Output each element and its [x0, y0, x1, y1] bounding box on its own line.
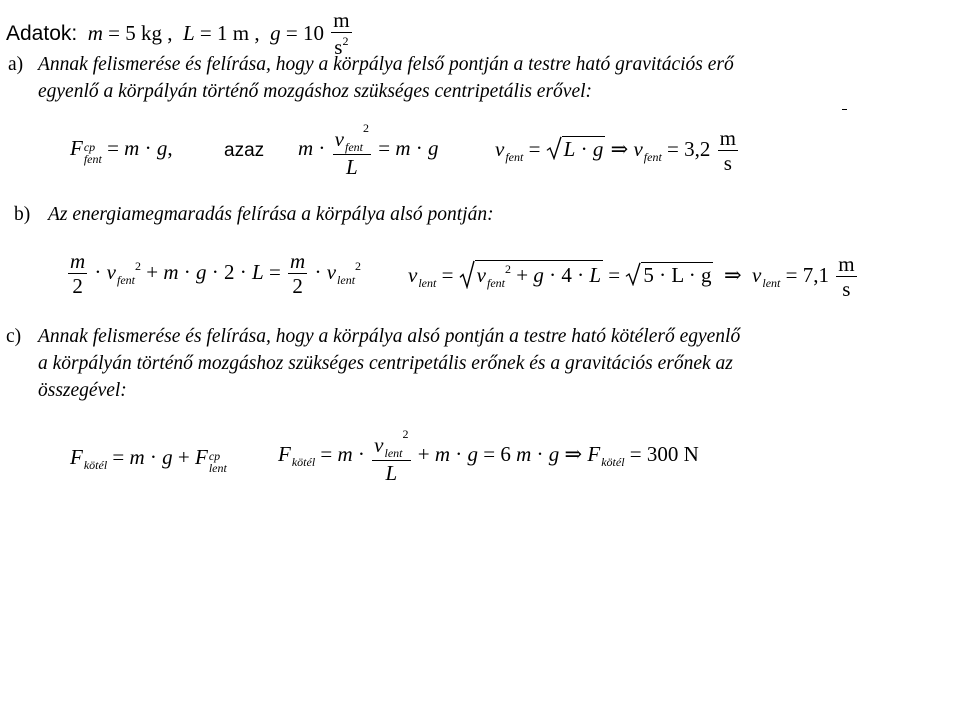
part-a-letter: a) — [8, 54, 24, 75]
part-b-equation-1: $\frac{m}{2}$ · $v_{fent}^2 + m \cdot g \cdot 2 \cdot L$ = $\frac{m}{2}$ · $v_{lent}^2$ — [70, 249, 362, 298]
part-c-equation-2: $F_{kötél} = m$ · $\frac{v_{lent}^2}{L}$ + m · g = 6 m · g ⇒ $F_{kötél} = 300$ N — [278, 427, 699, 485]
part-c-equation-1: $F_{kötél} = m \cdot g + F$ cp lent — [70, 445, 227, 475]
part-a-equation-1: F cp fent = m · g, — [70, 136, 173, 166]
part-b-unit: $\frac{m}{s}$ — [838, 252, 855, 301]
implies-symbol: ⇒ — [564, 441, 583, 466]
part-b-text-line1: Az energiamegmaradás felírása a körpálya alsó pontján: — [48, 204, 494, 225]
part-a-result: = 3,2 — [667, 136, 711, 161]
mass-value: = 5 kg , — [108, 21, 173, 45]
gravity-value: = 10 — [285, 21, 324, 45]
part-c-result: = 300 N — [629, 441, 699, 466]
part-b-result: = 7,1 — [785, 262, 829, 287]
sqrt-symbol: $v_{fent}^2 + g \cdot 4 \cdot L$ — [459, 260, 603, 289]
part-c-letter: c) — [6, 326, 22, 347]
sqrt-symbol: 5 · L · g — [625, 262, 713, 286]
stray-mark — [842, 109, 847, 110]
part-b-equation-2: $v_{lent}$ = $v_{fent}^2 + g \cdot 4 \cdot L$ = 5 · L · g ⇒ $v_{lent} = 7,1$ $\frac{m}{s}$ — [408, 252, 855, 301]
part-b-letter: b) — [14, 204, 31, 225]
sqrt-symbol: L · g — [546, 136, 606, 160]
part-c-text-line1: Annak felismerése és felírása, hogy a körpálya alsó pontján a testre ható kötélerő egyenlő — [38, 326, 741, 347]
implies-symbol: ⇒ — [723, 262, 742, 287]
implies-symbol: ⇒ — [610, 136, 629, 161]
gravity-unit: $\frac{m}{s^2}$ — [333, 8, 350, 59]
part-a-text-line2: egyenlő a körpályán történő mozgáshoz szükséges centripetális erővel: — [38, 81, 593, 102]
part-c-text-line3: összegével: — [38, 380, 127, 401]
data-line: Adatok: m = 5 kg , L = 1 m , g = 10 $\frac{m}{s^2}$ — [6, 8, 350, 59]
part-a-equation-2: m · $\frac{v_{fent}^2}{L}$ = m · g — [298, 121, 439, 179]
part-c-text-line2: a körpályán történő mozgáshoz szükséges centripetális erőnek és a gravitációs erőnek az — [38, 353, 733, 374]
part-a-text-line1: Annak felismerése és felírása, hogy a körpálya felső pontján a testre ható gravitációs erő — [38, 54, 734, 75]
length-value: = 1 m , — [199, 21, 260, 45]
part-a-unit: $\frac{m}{s}$ — [719, 126, 736, 175]
data-label: Adatok: — [6, 22, 78, 45]
part-a-equation-3: $v_{fent}$ = L · g ⇒ $v_{fent} = 3,2$ $\frac{m}{s}$ — [495, 126, 736, 175]
azaz-label: azaz — [224, 140, 265, 161]
